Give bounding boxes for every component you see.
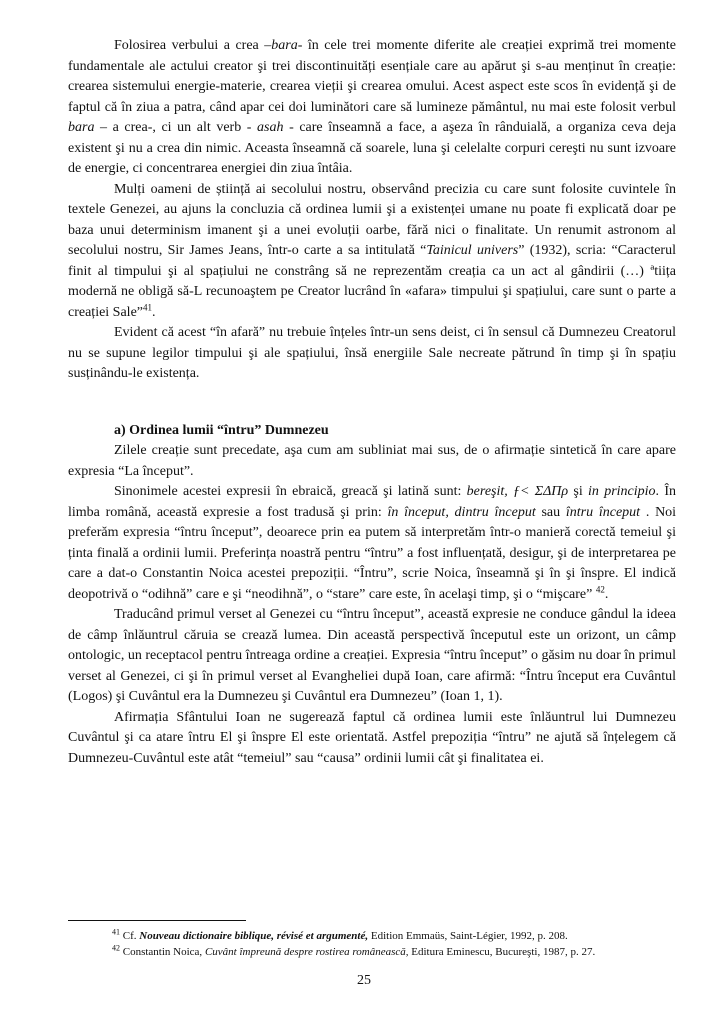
paragraph-2: Mulți oameni de știință ai secolului nostru, observând precizia cu care sunt folosite cuvintele în textele Genezei, au ajuns la concluzia că ordinea lumii şi a existenței umane nu poate fi explicată doar pe baza unui determinism imanent şi a unei evoluții oarbe, fără nici o finalitate. Un renumit astronom al secolului nostru, Sir James Jeans, într-o carte a sa intitulată “Tainicul univers” (1932), scria: “Caracterul finit al timpului şi al spațiului ne constrâng să ne reprezentăm creația ca un act al gândirii (…) ªtiița modernă ne obligă să-L recunoaştem pe Creator lucrând în «afara» timpului şi spațiului, care sunt o parte a creației Sale”$^{41}$. [68,181,676,320]
page-number: 25 [357,973,371,988]
paragraph-3: Evident că acest “în afară” nu trebuie înțeles într-un sens deist, ci în sensul că Dumnezeu Creatorul nu se supune legilor timpului şi ale spațiului, însă energiile Sale necreate pătrund în timp şi în spațiu susținându-le existența. [68,325,676,381]
paragraph-6: Traducând primul verset al Genezei cu “întru început”, această expresie ne conduce gândul la ideea de câmp înlăuntrul căruia se crează lumea. Din această perspectivă începutul este un orizont, un câmp ontologic, un receptacol pentru întreaga ordine a creației. Expresia “întru început” o găsim nu doar în primul verset al Genezei, ci şi în primul verset al Evangheliei după Ioan, care afirmă: “Întru început era Cuvântul (Logos) şi Cuvântul era la Dumnezeu şi Cuvântul era Dumnezeu” (Ioan 1, 1). [68,607,677,704]
footnote-divider [68,920,246,921]
footnotes [68,920,676,960]
page-body [68,36,676,769]
paragraph-7: Afirmația Sfântului Ioan ne sugerează faptul că ordinea lumii este înlăuntrul lui Dumnezeu Cuvântul şi ca atare întru El şi înspre El este orientată. Astfel prepoziția “întru” ne ajută să înțelegem că Dumnezeu-Cuvântul este atât “temeiul” sau “causa” ordinii lumii cât şi finalitatea ei. [68,709,676,766]
paragraph-5: Sinonimele acestei expresii în ebraică, greacă şi latină sunt: bereşit, ƒ< ΣΔΠρ şi in principio. În limba română, această expresie a fost tradusă şi prin: în început, dintru început sau întru început . Noi preferăm expresia “întru început”, deoarece prin ea putem să interpretăm într-o manieră corectă temeiul şi ținta finală a ordinii lumii. Preferința noastră pentru “întru” a fost influențată, desigur, şi de interpretarea pe care a dat-o Constantin Noica acestei prepoziții. “Întru”, scrie Noica, înseamnă şi în şi înspre. El indică deopotrivă o “odihnă” care e şi “neodihnă”, o “stare” care este, în acelaşi timp, şi o “mişcare” $^{42}$. [68,484,677,602]
paragraph-4: Zilele creație sunt precedate, aşa cum am subliniat mai sus, de o afirmație sintetică în care apare expresia “La început”. [68,443,676,479]
footnote-42: $^{42}$ Constantin Noica, Cuvânt împreună despre rostirea românească, Editura Eminescu, Bucureşti, 1987, p. 27. [112,943,596,958]
footnote-ref-41: 41 [143,301,153,312]
section-heading: a) Ordinea lumii “întru” Dumnezeu [114,422,329,438]
paragraph-1: Folosirea verbului a crea –bara- în cele trei momente diferite ale creației exprimă trei momente fundamentale ale actului creator şi trei discontinuități esențiale care au apărut şi s-au menținut în creație: crearea sistemului energie-materie, crearea vieții şi crearea omului. Acest aspect este scos în evidență şi de faptul că în ziua a patra, când apar cei doi luminători care să lumineze pământul, nu mai este folosit verbul bara – a crea-, ci un alt verb - asah - care înseamnă a face, a aşeza în rânduială, a organiza ceva deja existent şi nu a crea din nimic. Aceasta înseamnă că soarele, luna şi celelalte corpuri cereşti nu sunt izvoare de energie, ci concentrarea energiei din ziua întâia. [68,38,677,176]
footnote-ref-42: 42 [595,583,605,594]
footnote-41: $^{41}$ Cf. Nouveau dictionaire biblique, révisé et argumenté, Edition Emmaüs, Saint-Légier, 1992, p. 208. [112,927,568,942]
